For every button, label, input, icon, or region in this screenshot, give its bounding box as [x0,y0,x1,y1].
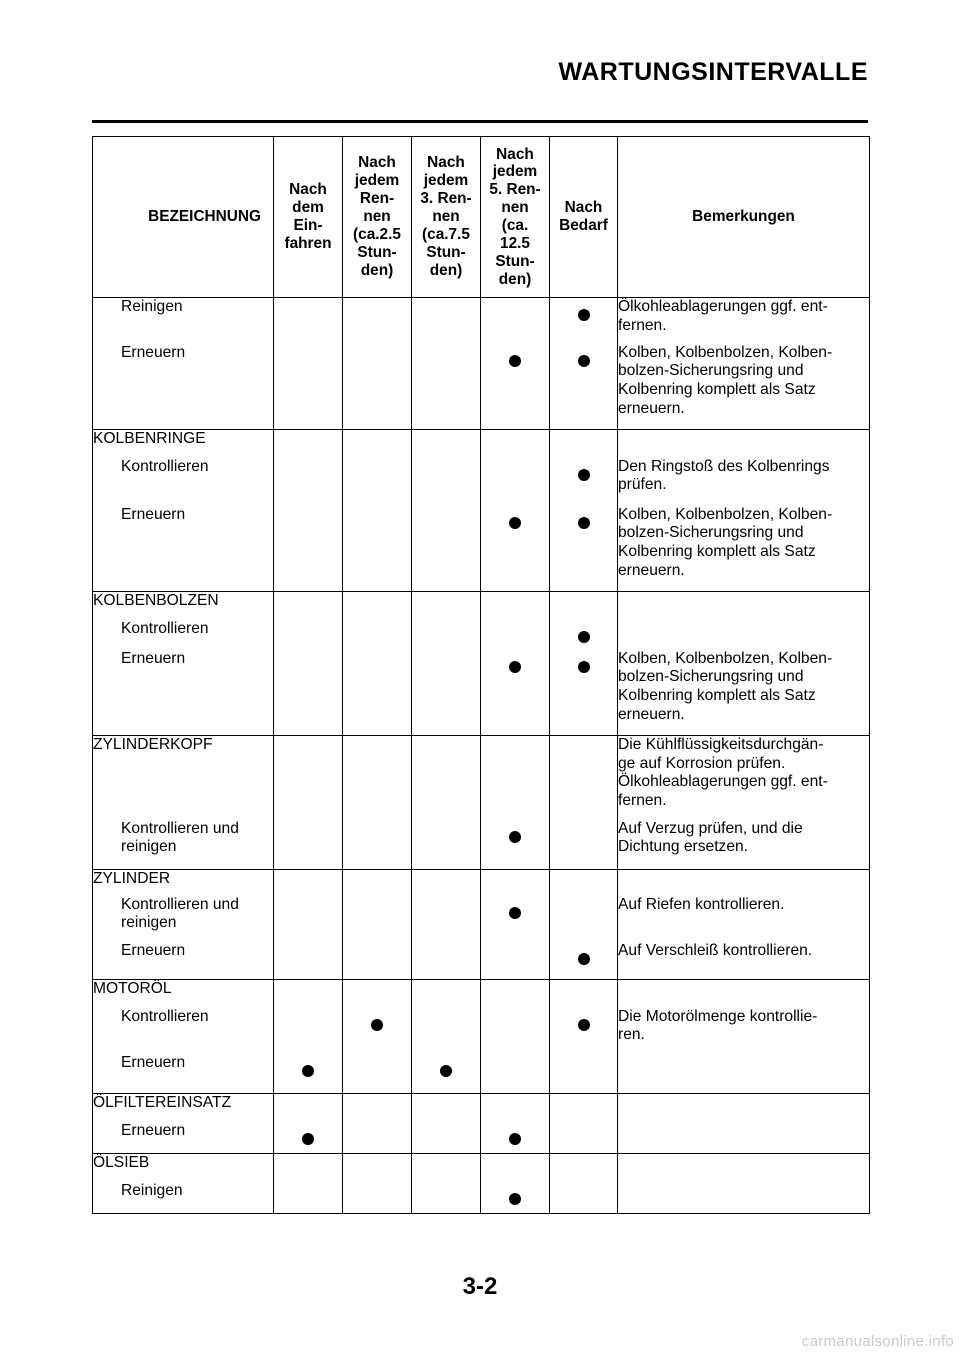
interval-cell [343,1154,412,1182]
table-row [93,344,870,430]
interval-cell [274,430,343,458]
table-row [93,896,870,942]
interval-cell [481,870,550,896]
watermark: carmanualsonline.info [801,1333,954,1350]
interval-cell [274,506,343,592]
interval-cell [343,344,412,430]
table-row [93,1182,870,1214]
table-row [93,980,870,1008]
interval-cell [274,1154,343,1182]
row-remark [618,1122,870,1154]
row-task-label: Erneuern [93,942,274,980]
column-header-name: BEZEICHNUNG [93,137,274,298]
row-remark [618,1182,870,1214]
interval-cell [412,298,481,344]
interval-dot-icon [509,831,521,843]
interval-cell [481,980,550,1008]
interval-cell [274,1094,343,1122]
interval-cell [412,592,481,620]
table-row [93,430,870,458]
table-row [93,1008,870,1054]
row-remark: Die Kühlflüssigkeitsdurchgän- ge auf Korrosion prüfen. Ölkohleablagerungen ggf. ent- fernen. [618,736,870,820]
interval-cell [412,736,481,820]
interval-cell [481,736,550,820]
interval-cell [412,1008,481,1054]
row-remark: Auf Verzug prüfen, und die Dichtung ersetzen. [618,820,870,870]
interval-cell [274,942,343,980]
interval-dot-icon [578,309,590,321]
interval-dot-icon [509,907,521,919]
interval-cell [412,344,481,430]
table-row [93,942,870,980]
interval-cell [481,1182,550,1214]
maintenance-table-container [92,136,869,1214]
interval-cell [412,458,481,506]
table-row [93,458,870,506]
interval-cell [412,1154,481,1182]
interval-cell [550,620,618,650]
title-divider [92,120,868,123]
interval-cell [343,980,412,1008]
interval-cell [343,1008,412,1054]
interval-dot-icon [578,631,590,643]
interval-dot-icon [578,1019,590,1031]
interval-cell [343,1182,412,1214]
row-task-label: Kontrollieren [93,620,274,650]
table-row [93,506,870,592]
table-row [93,298,870,344]
row-remark: Ölkohleablagerungen ggf. ent- fernen. [618,298,870,344]
interval-cell [274,592,343,620]
interval-cell [481,344,550,430]
interval-cell [412,870,481,896]
row-remark: Kolben, Kolbenbolzen, Kolben- bolzen-Sicherungsring und Kolbenring komplett als Satz erneuern. [618,506,870,592]
row-remark: Auf Riefen kontrollieren. [618,896,870,942]
interval-cell [343,298,412,344]
interval-cell [343,430,412,458]
interval-cell [550,1094,618,1122]
row-component-label: MOTORÖL [93,980,274,1008]
interval-cell [343,820,412,870]
interval-cell [274,298,343,344]
interval-cell [550,736,618,820]
interval-dot-icon [302,1133,314,1145]
row-remark [618,1154,870,1182]
interval-cell [274,1008,343,1054]
interval-dot-icon [509,661,521,673]
interval-cell [274,344,343,430]
table-row [93,1054,870,1094]
table-row [93,592,870,620]
interval-dot-icon [302,1065,314,1077]
row-component-label: KOLBENBOLZEN [93,592,274,620]
interval-cell [274,620,343,650]
row-task-label: Erneuern [93,506,274,592]
interval-cell [274,870,343,896]
interval-cell [481,650,550,736]
interval-cell [550,1122,618,1154]
interval-dot-icon [578,517,590,529]
interval-cell [550,942,618,980]
interval-cell [550,298,618,344]
interval-cell [274,458,343,506]
interval-cell [550,1182,618,1214]
interval-dot-icon [578,469,590,481]
interval-dot-icon [509,355,521,367]
table-row [93,620,870,650]
interval-cell [412,1122,481,1154]
row-task-label: Kontrollieren und reinigen [93,820,274,870]
interval-cell [412,506,481,592]
column-header-after-break-in: Nach dem Ein- fahren [274,137,343,298]
column-header-as-needed: Nach Bedarf [550,137,618,298]
interval-cell [343,620,412,650]
interval-cell [343,896,412,942]
row-remark: Den Ringstoß des Kolbenrings prüfen. [618,458,870,506]
row-task-label: Kontrollieren [93,458,274,506]
interval-cell [412,820,481,870]
interval-cell [481,1094,550,1122]
row-remark [618,980,870,1008]
interval-cell [550,430,618,458]
table-header-row [93,137,870,298]
interval-cell [550,458,618,506]
row-task-label: Reinigen [93,1182,274,1214]
row-task-label: Erneuern [93,344,274,430]
interval-cell [274,896,343,942]
interval-cell [481,820,550,870]
interval-cell [412,1054,481,1094]
table-row [93,736,870,820]
interval-cell [481,298,550,344]
interval-cell [550,506,618,592]
interval-cell [481,1154,550,1182]
interval-dot-icon [371,1019,383,1031]
column-header-remarks: Bemerkungen [618,137,870,298]
interval-dot-icon [509,517,521,529]
page-title: WARTUNGSINTERVALLE [558,58,868,86]
interval-cell [412,942,481,980]
interval-cell [481,896,550,942]
column-header-every-5-races: Nach jedem 5. Ren- nen (ca. 12.5 Stun- den) [481,137,550,298]
interval-cell [481,1008,550,1054]
table-body [93,298,870,1214]
page-number: 3-2 [462,1273,498,1300]
row-remark [618,430,870,458]
interval-cell [481,942,550,980]
interval-cell [412,1182,481,1214]
row-component-label: ZYLINDER [93,870,274,896]
interval-cell [550,870,618,896]
interval-cell [481,506,550,592]
row-component-label: KOLBENRINGE [93,430,274,458]
interval-cell [481,458,550,506]
interval-dot-icon [578,355,590,367]
table-row [93,870,870,896]
interval-cell [481,620,550,650]
interval-cell [343,1122,412,1154]
table-row [93,1094,870,1122]
table-row [93,820,870,870]
column-header-every-3-races: Nach jedem 3. Ren- nen (ca.7.5 Stun- den) [412,137,481,298]
interval-cell [412,430,481,458]
interval-cell [343,736,412,820]
interval-cell [550,896,618,942]
interval-cell [412,896,481,942]
interval-cell [343,870,412,896]
row-remark [618,1094,870,1122]
interval-cell [343,1094,412,1122]
row-remark [618,870,870,896]
interval-cell [550,1154,618,1182]
interval-cell [343,650,412,736]
row-remark [618,592,870,620]
interval-cell [343,1054,412,1094]
row-remark: Auf Verschleiß kontrollieren. [618,942,870,980]
row-component-label: ZYLINDERKOPF [93,736,274,820]
column-header-every-race: Nach jedem Ren- nen (ca.2.5 Stun- den) [343,137,412,298]
row-remark [618,620,870,650]
interval-cell [274,1054,343,1094]
interval-cell [412,650,481,736]
interval-cell [550,344,618,430]
row-component-label: ÖLSIEB [93,1154,274,1182]
interval-dot-icon [578,661,590,673]
interval-cell [550,1054,618,1094]
interval-cell [274,980,343,1008]
interval-cell [274,736,343,820]
interval-cell [343,592,412,620]
interval-cell [274,1182,343,1214]
row-task-label: Erneuern [93,1054,274,1094]
row-remark: Kolben, Kolbenbolzen, Kolben- bolzen-Sicherungsring und Kolbenring komplett als Satz erneuern. [618,650,870,736]
table-row [93,650,870,736]
row-task-label: Erneuern [93,1122,274,1154]
interval-dot-icon [509,1193,521,1205]
interval-cell [550,820,618,870]
interval-dot-icon [578,953,590,965]
maintenance-table [92,136,870,1214]
row-remark: Kolben, Kolbenbolzen, Kolben- bolzen-Sicherungsring und Kolbenring komplett als Satz erneuern. [618,344,870,430]
interval-cell [343,942,412,980]
interval-cell [481,1122,550,1154]
interval-cell [274,820,343,870]
row-remark: Die Motorölmenge kontrollie- ren. [618,1008,870,1054]
interval-cell [412,980,481,1008]
interval-dot-icon [440,1065,452,1077]
interval-cell [550,1008,618,1054]
interval-cell [343,506,412,592]
table-row [93,1122,870,1154]
row-task-label: Reinigen [93,298,274,344]
interval-cell [274,1122,343,1154]
interval-cell [481,430,550,458]
row-remark [618,1054,870,1094]
interval-cell [274,650,343,736]
interval-cell [550,592,618,620]
interval-cell [550,650,618,736]
row-component-label: ÖLFILTEREINSATZ [93,1094,274,1122]
row-task-label: Kontrollieren [93,1008,274,1054]
interval-cell [481,1054,550,1094]
interval-cell [412,1094,481,1122]
table-row [93,1154,870,1182]
interval-cell [412,620,481,650]
interval-cell [481,592,550,620]
interval-dot-icon [509,1133,521,1145]
interval-cell [550,980,618,1008]
row-task-label: Kontrollieren und reinigen [93,896,274,942]
row-task-label: Erneuern [93,650,274,736]
interval-cell [343,458,412,506]
